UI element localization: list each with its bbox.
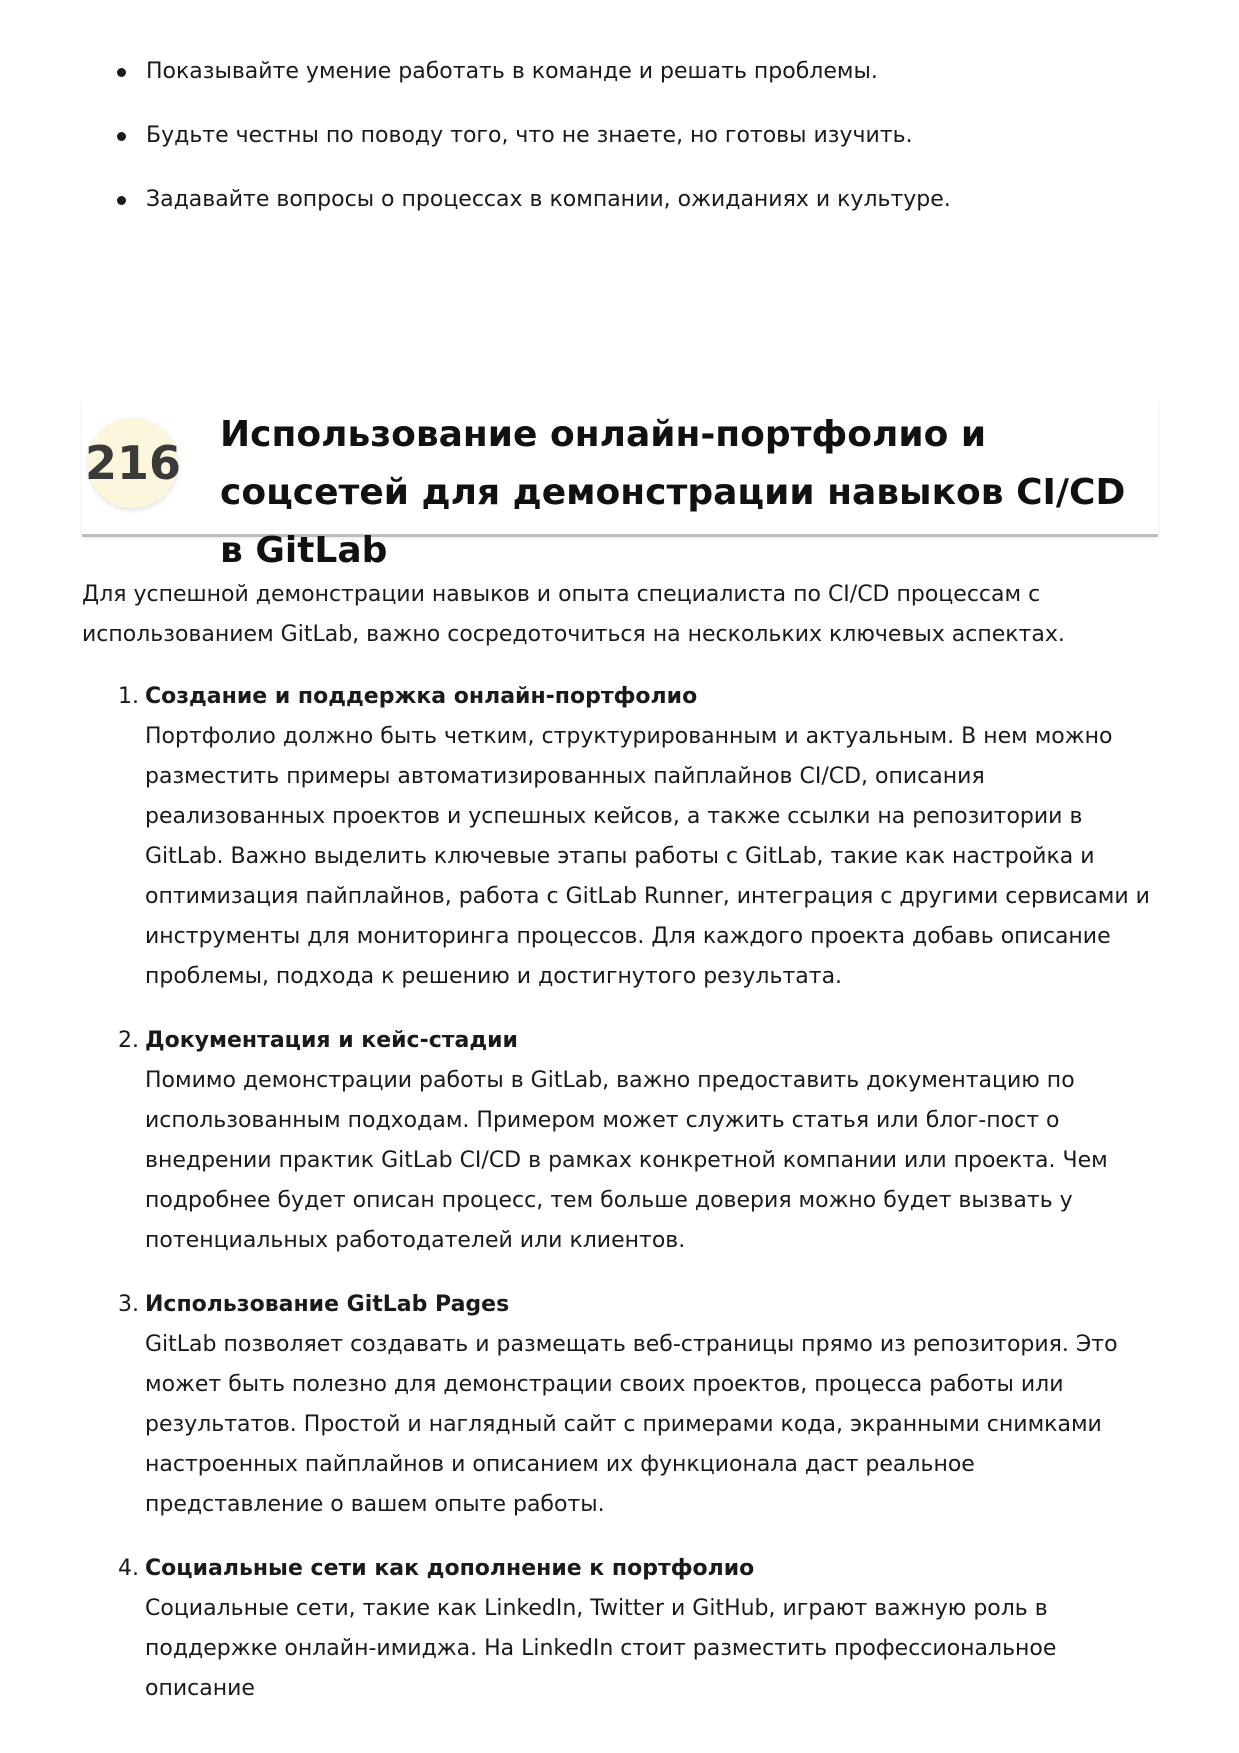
section-item [82,1021,1158,1261]
chapter-number-badge: 216 [88,418,178,508]
intro-paragraph: Для успешной демонстрации навыков и опыта специалиста по CI/CD процессам с использованием GitLab, важно сосредоточиться на нескольких ключевых аспектах. [82,582,1065,647]
section-title: Создание и поддержка онлайн-портфолио [145,684,698,709]
bullet-item: Будьте честны по поводу того, что не знаете, но готовы изучить. [146,120,1226,152]
section-item [82,677,1158,997]
section-item [82,1285,1158,1525]
section-body: Помимо демонстрации работы в GitLab, важно предоставить документацию по использованным подходам. Примером может служить статья или блог-пост о внедрении практик GitLab CI/CD в рамках конкретной компании или проекта. Чем подробнее будет описан процесс, тем больше доверия можно будет вызвать у потенциальных работодателей или клиентов. [145,1068,1108,1253]
chapter-heading [82,398,1158,571]
section-title: Использование GitLab Pages [145,1292,510,1317]
section-body: Социальные сети, такие как LinkedIn, Twitter и GitHub, играют важную роль в поддержке онлайн-имиджа. На LinkedIn стоит разместить профессиональное описание [145,1596,1057,1701]
tips-bullet-list [82,56,1226,248]
bullet-item: Задавайте вопросы о процессах в компании, ожиданиях и культуре. [146,184,1226,216]
numbered-sections [82,677,1158,1733]
chapter-title: Использование онлайн-портфолио и соцсетей для демонстрации навыков CI/CD в GitLab [220,414,1126,571]
section-number: 2. [118,1028,139,1053]
section-number: 3. [118,1292,139,1317]
section-number: 1. [118,684,139,709]
section-title: Социальные сети как дополнение к портфолио [145,1556,755,1581]
section-body: GitLab позволяет создавать и размещать веб-страницы прямо из репозитория. Это может быть полезно для демонстрации своих проектов, процесса работы или результатов. Простой и наглядный сайт с примерами кода, экранными снимками настроенных пайплайнов и описанием их функционала даст реальное представление о вашем опыте работы. [145,1332,1118,1517]
section-number: 4. [118,1556,139,1581]
bullet-item: Показывайте умение работать в команде и решать проблемы. [146,56,1226,88]
section-title: Документация и кейс-стадии [145,1028,518,1053]
section-body: Портфолио должно быть четким, структурированным и актуальным. В нем можно разместить примеры автоматизированных пайплайнов CI/CD, описания реализованных проектов и успешных кейсов, а также ссылки на репозитории в GitLab. Важно выделить ключевые этапы работы с GitLab, такие как настройка и оптимизация пайплайнов, работа с GitLab Runner, интеграция с другими сервисами и инструменты для мониторинга процессов. Для каждого проекта добавь описание проблемы, подхода к решению и достигнутого результата. [145,724,1150,989]
section-item [82,1549,1158,1709]
